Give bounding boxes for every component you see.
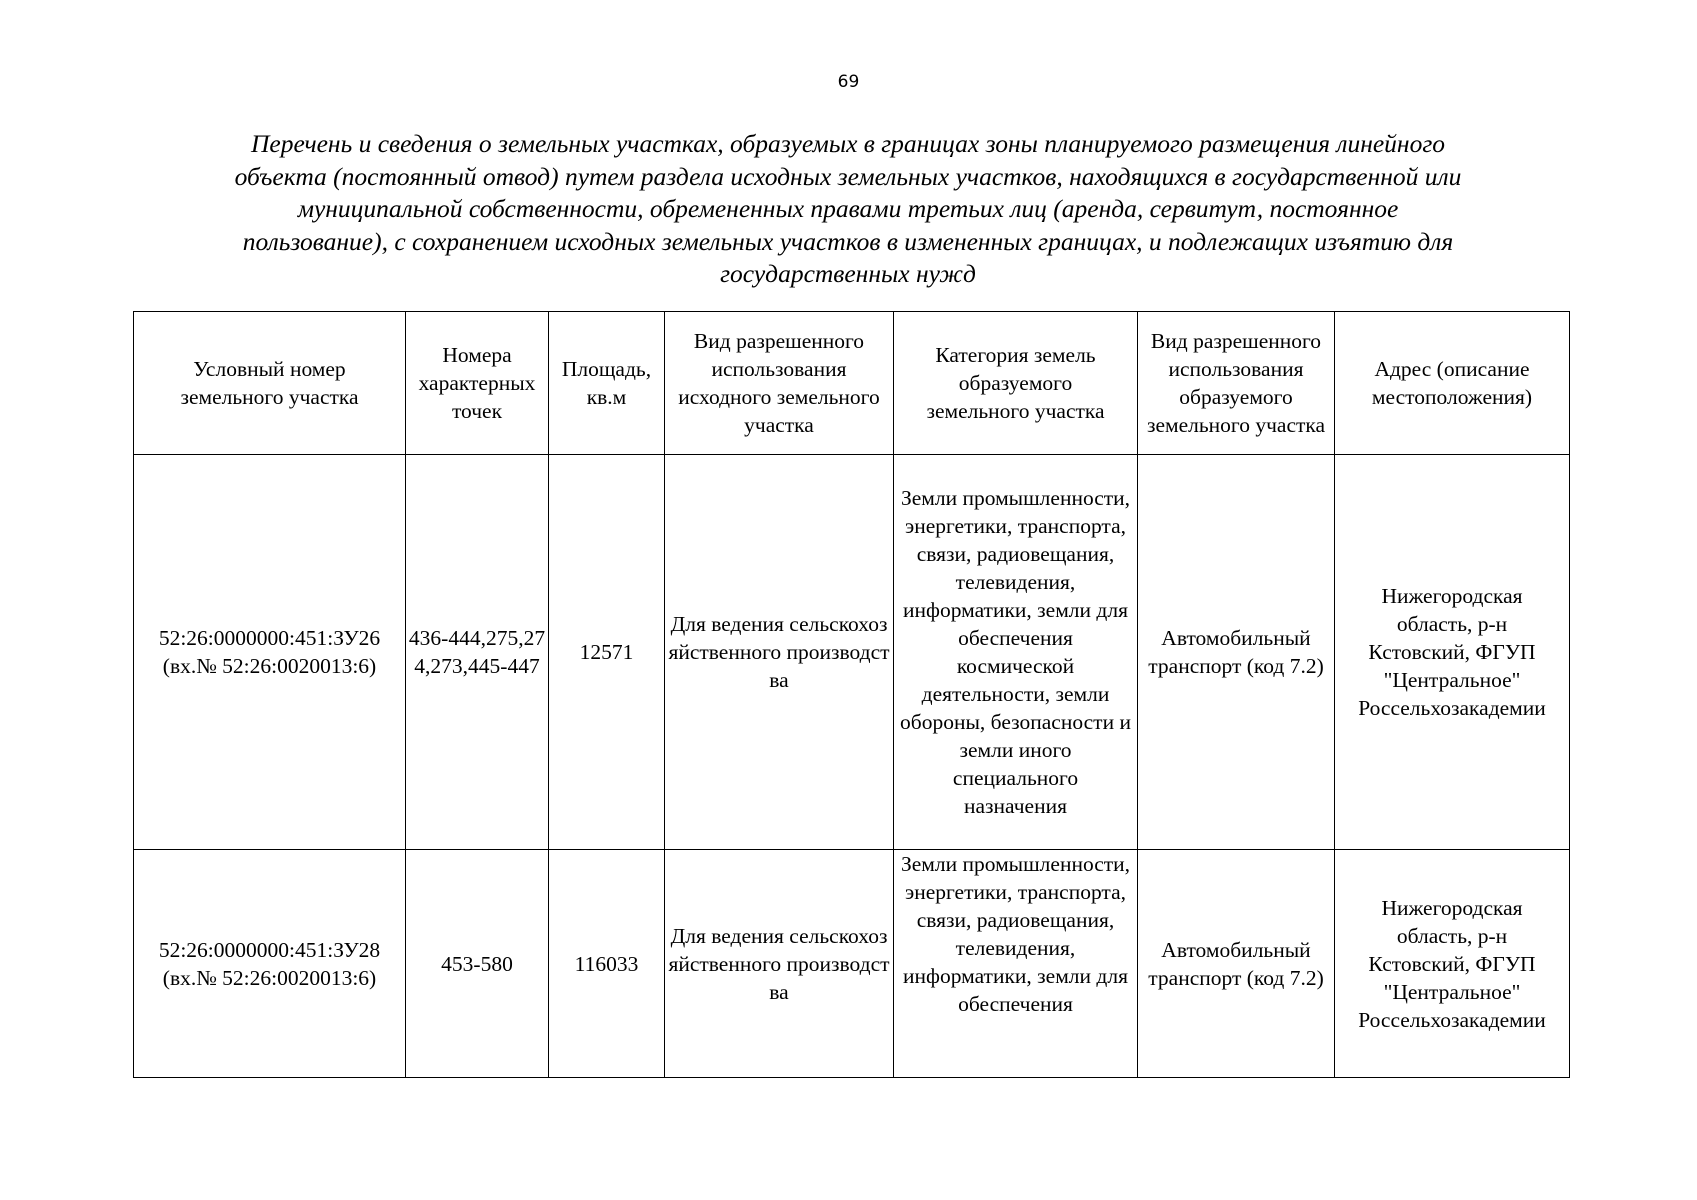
header-area: Площадь, кв.м (549, 312, 665, 455)
page-number: 69 (837, 72, 860, 92)
cell-source-use: Для ведения сельскохозяйственного производства (665, 850, 894, 1078)
cell-new-use: Автомобильный транспорт (код 7.2) (1138, 850, 1335, 1078)
table-row (134, 455, 1570, 850)
header-points: Номера характерных точек (406, 312, 549, 455)
header-land-category: Категория земель образуемого земельного участка (894, 312, 1138, 455)
title-line: объекта (постоянный отвод) путем раздела исходных земельных участков, находящихся в государственной или (234, 161, 1462, 191)
cell-new-use: Автомобильный транспорт (код 7.2) (1138, 455, 1335, 850)
cell-plot-number: 52:26:0000000:451:ЗУ26 (вх.№ 52:26:0020013:6) (134, 455, 406, 850)
land-plots-table (133, 311, 1570, 1078)
header-address: Адрес (описание местоположения) (1335, 312, 1570, 455)
title-line: государственных нужд (720, 259, 976, 288)
title-line: пользование), с сохранением исходных земельных участков в измененных границах, и подлежащих изъятию для (242, 226, 1454, 256)
cell-area: 116033 (549, 850, 665, 1078)
title-line: Перечень и сведения о земельных участках, образуемых в границах зоны планируемого размещения линейного (250, 129, 1446, 158)
title-line: муниципальной собственности, обремененных правами третьих лиц (аренда, сервитут, постоянное (297, 194, 1399, 223)
header-new-use: Вид разрешенного использования образуемого земельного участка (1138, 312, 1335, 455)
table-header-row (134, 312, 1570, 455)
cell-address: Нижегородская область, р-н Кстовский, ФГУП "Центральное" Россельхозакадемии (1335, 455, 1570, 850)
cell-source-use: Для ведения сельскохозяйственного производства (665, 455, 894, 850)
cell-address: Нижегородская область, р-н Кстовский, ФГУП "Центральное" Россельхозакадемии (1335, 850, 1570, 1078)
cell-points: 453-580 (406, 850, 549, 1078)
header-source-use: Вид разрешенного использования исходного земельного участка (665, 312, 894, 455)
cell-points: 436-444,275,274,273,445-447 (406, 455, 549, 850)
table-row (134, 850, 1570, 1078)
cell-area: 12571 (549, 455, 665, 850)
cell-land-category: Земли промышленности, энергетики, транспорта, связи, радиовещания, телевидения, информатики, земли для обеспечения космической деятельности, земли обороны, безопасности и земли иного специального назначения (894, 455, 1138, 850)
cell-land-category: Земли промышленности, энергетики, транспорта, связи, радиовещания, телевидения, информатики, земли для обеспечения (894, 850, 1138, 1078)
header-plot-number: Условный номер земельного участка (134, 312, 406, 455)
document-title (148, 128, 1548, 291)
cell-plot-number: 52:26:0000000:451:ЗУ28 (вх.№ 52:26:0020013:6) (134, 850, 406, 1078)
